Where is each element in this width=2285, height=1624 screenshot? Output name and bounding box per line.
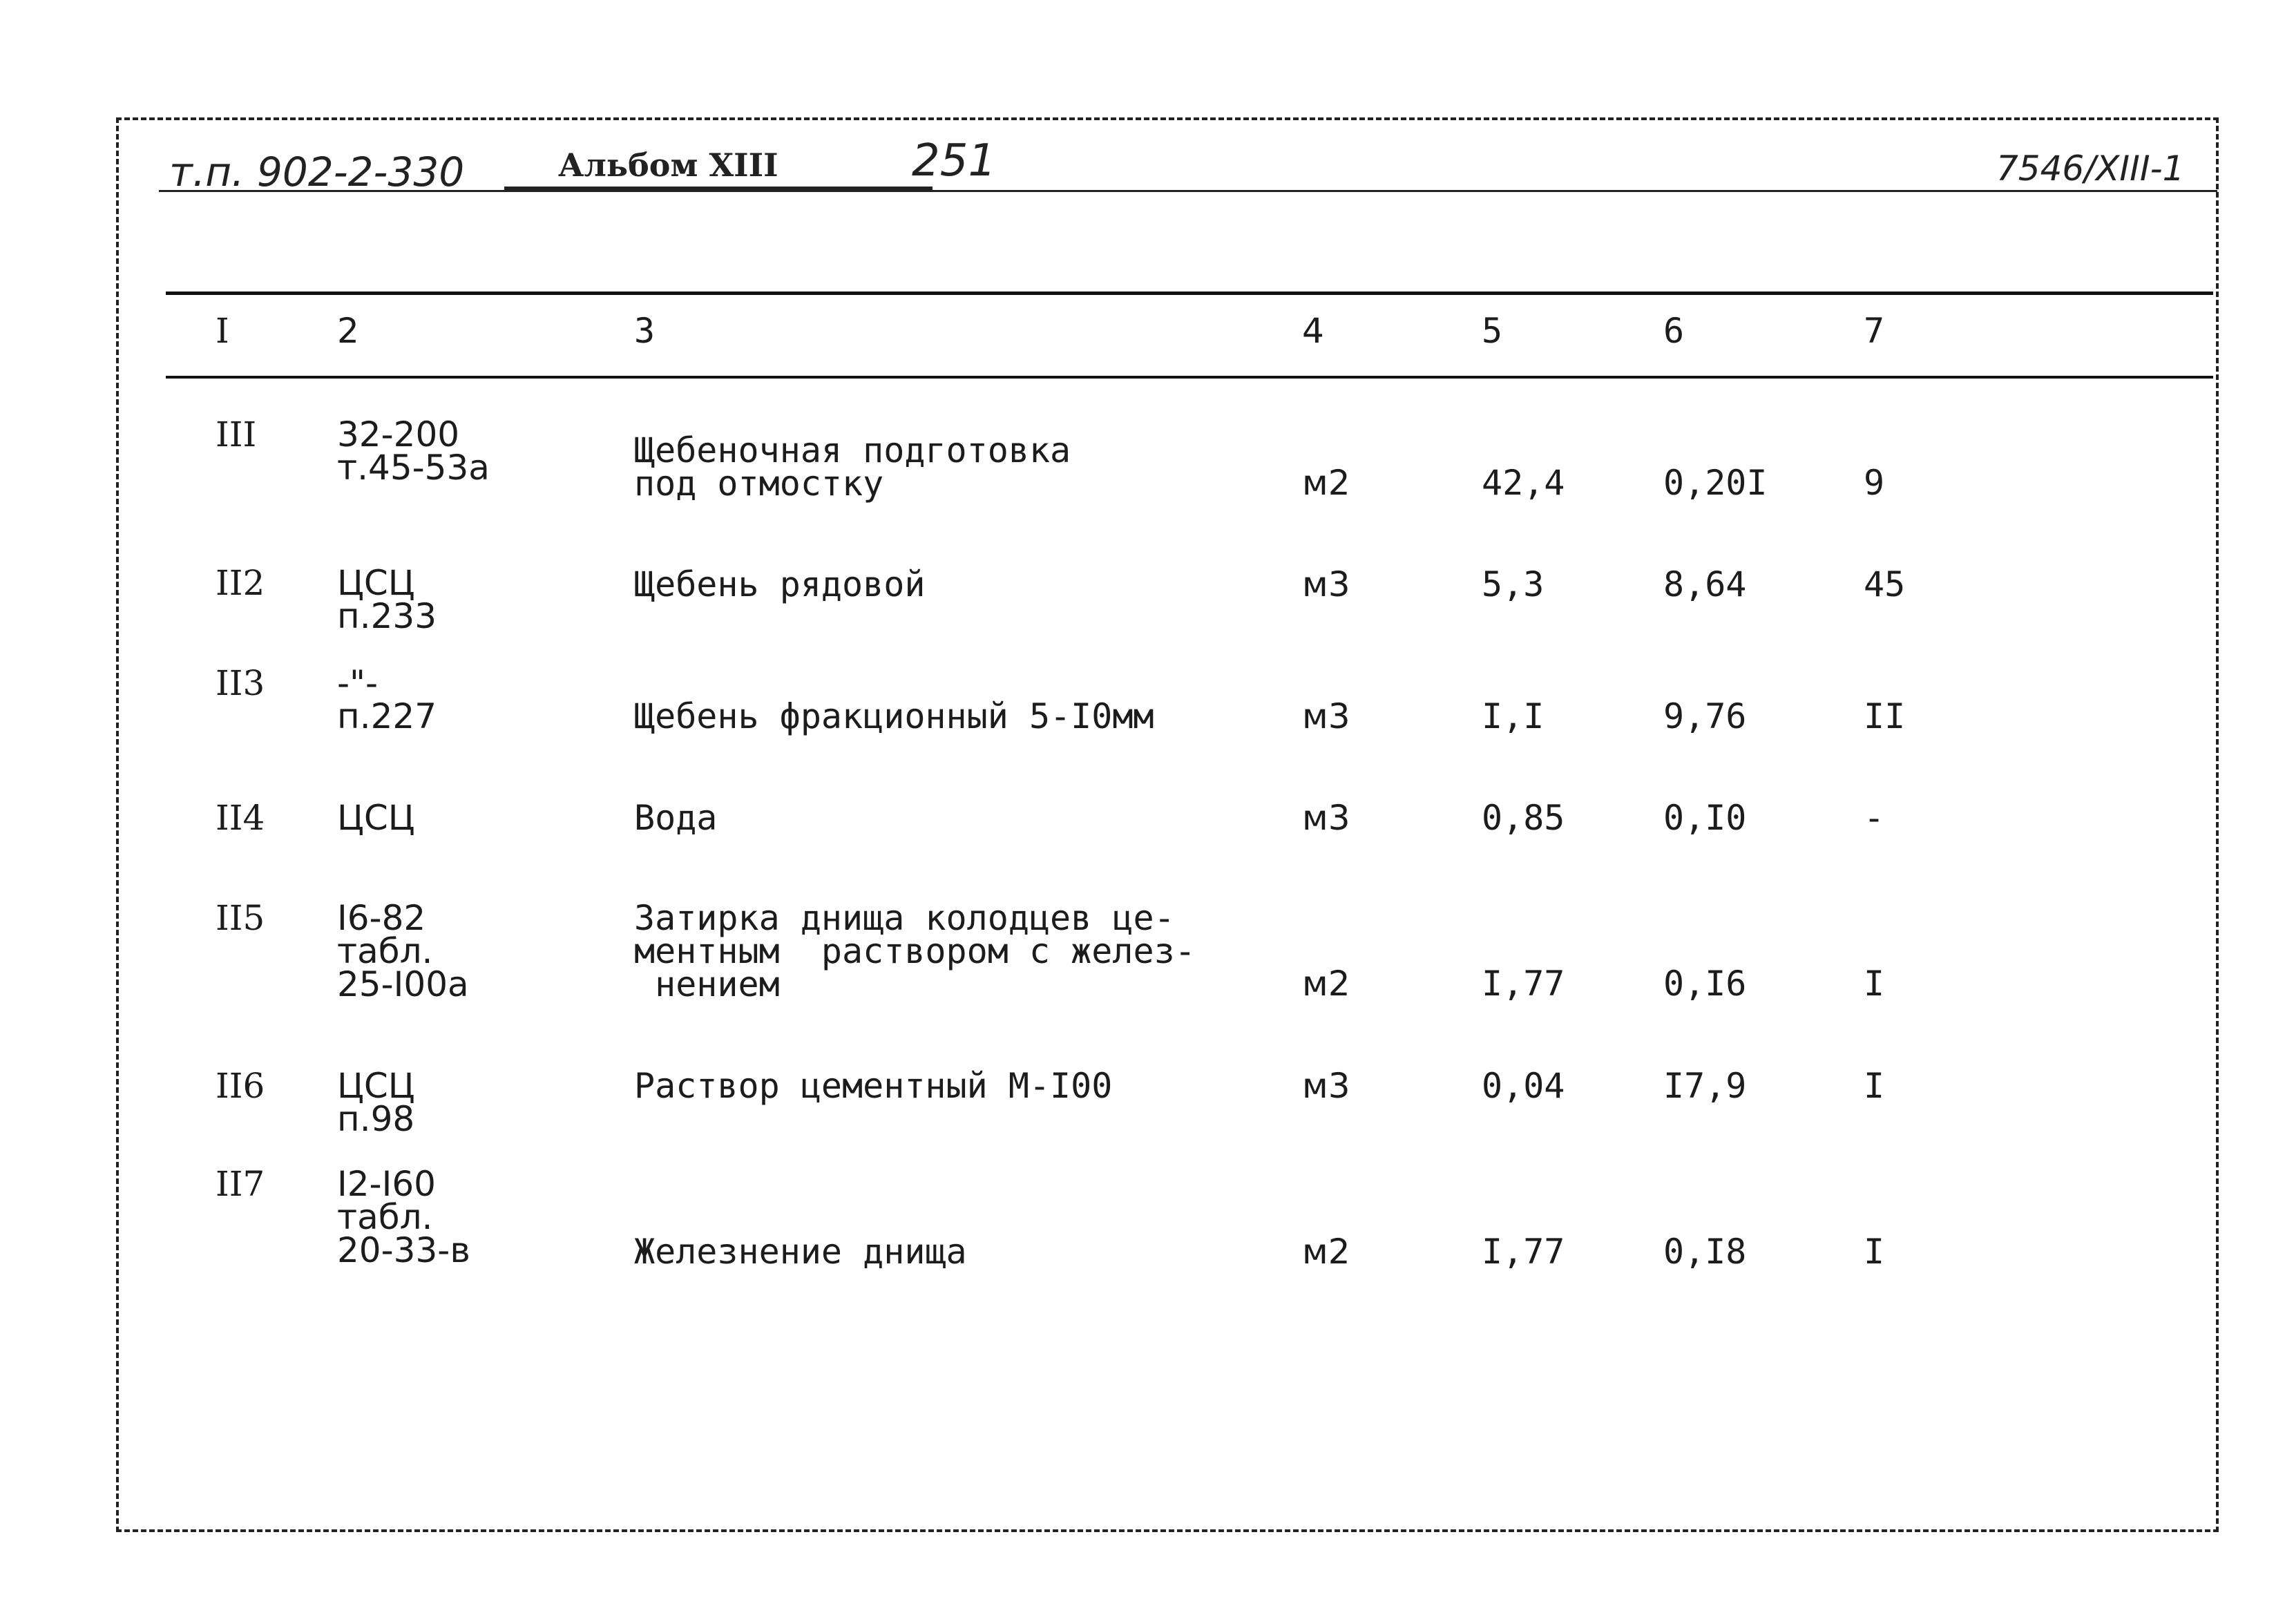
- row-total: 45: [1864, 564, 1906, 604]
- table-header-rule: [166, 376, 2213, 379]
- row-reference: 32-200 т.45-53а: [337, 414, 490, 488]
- col-header-4: 4: [1302, 311, 1324, 351]
- row-reference: I2-I60 табл. 20-33-в: [337, 1164, 470, 1270]
- row-unit: м3: [1302, 564, 1350, 604]
- row-norm: 8,64: [1663, 564, 1747, 604]
- row-quantity: 0,85: [1482, 798, 1565, 838]
- col-header-3: 3: [634, 311, 656, 351]
- row-norm: 0,20I: [1663, 463, 1768, 503]
- col-header-7: 7: [1864, 311, 1885, 351]
- row-unit: м2: [1302, 463, 1350, 503]
- row-norm: 9,76: [1663, 696, 1747, 736]
- row-unit: м3: [1302, 798, 1350, 838]
- row-reference: -"- п.227: [337, 663, 437, 736]
- col-header-6: 6: [1663, 311, 1685, 351]
- page-number: 251: [912, 135, 997, 187]
- row-unit: м2: [1302, 964, 1350, 1004]
- row-total: 9: [1864, 463, 1885, 503]
- row-number: II4: [216, 798, 265, 838]
- row-total: I: [1864, 1066, 1885, 1106]
- album-label: Альбом XIII: [558, 146, 778, 184]
- album-underline: [504, 187, 933, 190]
- row-unit: м3: [1302, 696, 1350, 736]
- row-norm: 0,I8: [1663, 1232, 1747, 1272]
- row-number: II2: [216, 563, 265, 603]
- row-name: Щебеночная подготовка под отмостку: [634, 430, 1071, 504]
- row-unit: м2: [1302, 1232, 1350, 1272]
- row-quantity: I,77: [1482, 964, 1565, 1004]
- row-name: Раствор цементный М-I00: [634, 1066, 1113, 1106]
- row-number: II5: [216, 898, 265, 938]
- row-reference: I6-82 табл. 25-I00а: [337, 898, 469, 1004]
- col-header-2: 2: [337, 311, 359, 351]
- table-top-rule: [166, 292, 2213, 295]
- doc-code: т.п. 902-2-330: [169, 149, 465, 195]
- row-unit: м3: [1302, 1066, 1350, 1106]
- row-quantity: I,77: [1482, 1232, 1565, 1272]
- col-header-5: 5: [1482, 311, 1503, 351]
- col-header-1: I: [216, 311, 229, 351]
- row-quantity: 5,3: [1482, 564, 1545, 604]
- row-norm: I7,9: [1663, 1066, 1747, 1106]
- row-name: Железнение днища: [634, 1232, 967, 1272]
- row-number: II6: [216, 1066, 265, 1106]
- row-quantity: I,I: [1482, 696, 1545, 736]
- row-total: II: [1864, 696, 1906, 736]
- row-total: I: [1864, 964, 1885, 1004]
- row-reference: ЦСЦ: [337, 798, 415, 838]
- row-name: Вода: [634, 798, 718, 838]
- row-quantity: 0,04: [1482, 1066, 1565, 1106]
- row-number: II3: [216, 663, 265, 703]
- inventory-number: 7546/XIII-1: [1996, 149, 2185, 189]
- title-block-line: [159, 190, 2217, 192]
- row-name: Щебень фракционный 5-I0мм: [634, 696, 1154, 736]
- row-total: -: [1864, 798, 1885, 838]
- page-frame: [116, 117, 2219, 1532]
- row-number: III: [216, 414, 257, 455]
- row-reference: ЦСЦ п.98: [337, 1066, 415, 1139]
- row-total: I: [1864, 1232, 1885, 1272]
- row-number: II7: [216, 1164, 265, 1204]
- row-norm: 0,I0: [1663, 798, 1747, 838]
- row-norm: 0,I6: [1663, 964, 1747, 1004]
- row-name: Щебень рядовой: [634, 564, 926, 604]
- row-reference: ЦСЦ п.233: [337, 563, 437, 636]
- row-quantity: 42,4: [1482, 463, 1565, 503]
- row-name: Затирка днища колодцев це- ментным раствором с желез- нением: [634, 898, 1196, 1004]
